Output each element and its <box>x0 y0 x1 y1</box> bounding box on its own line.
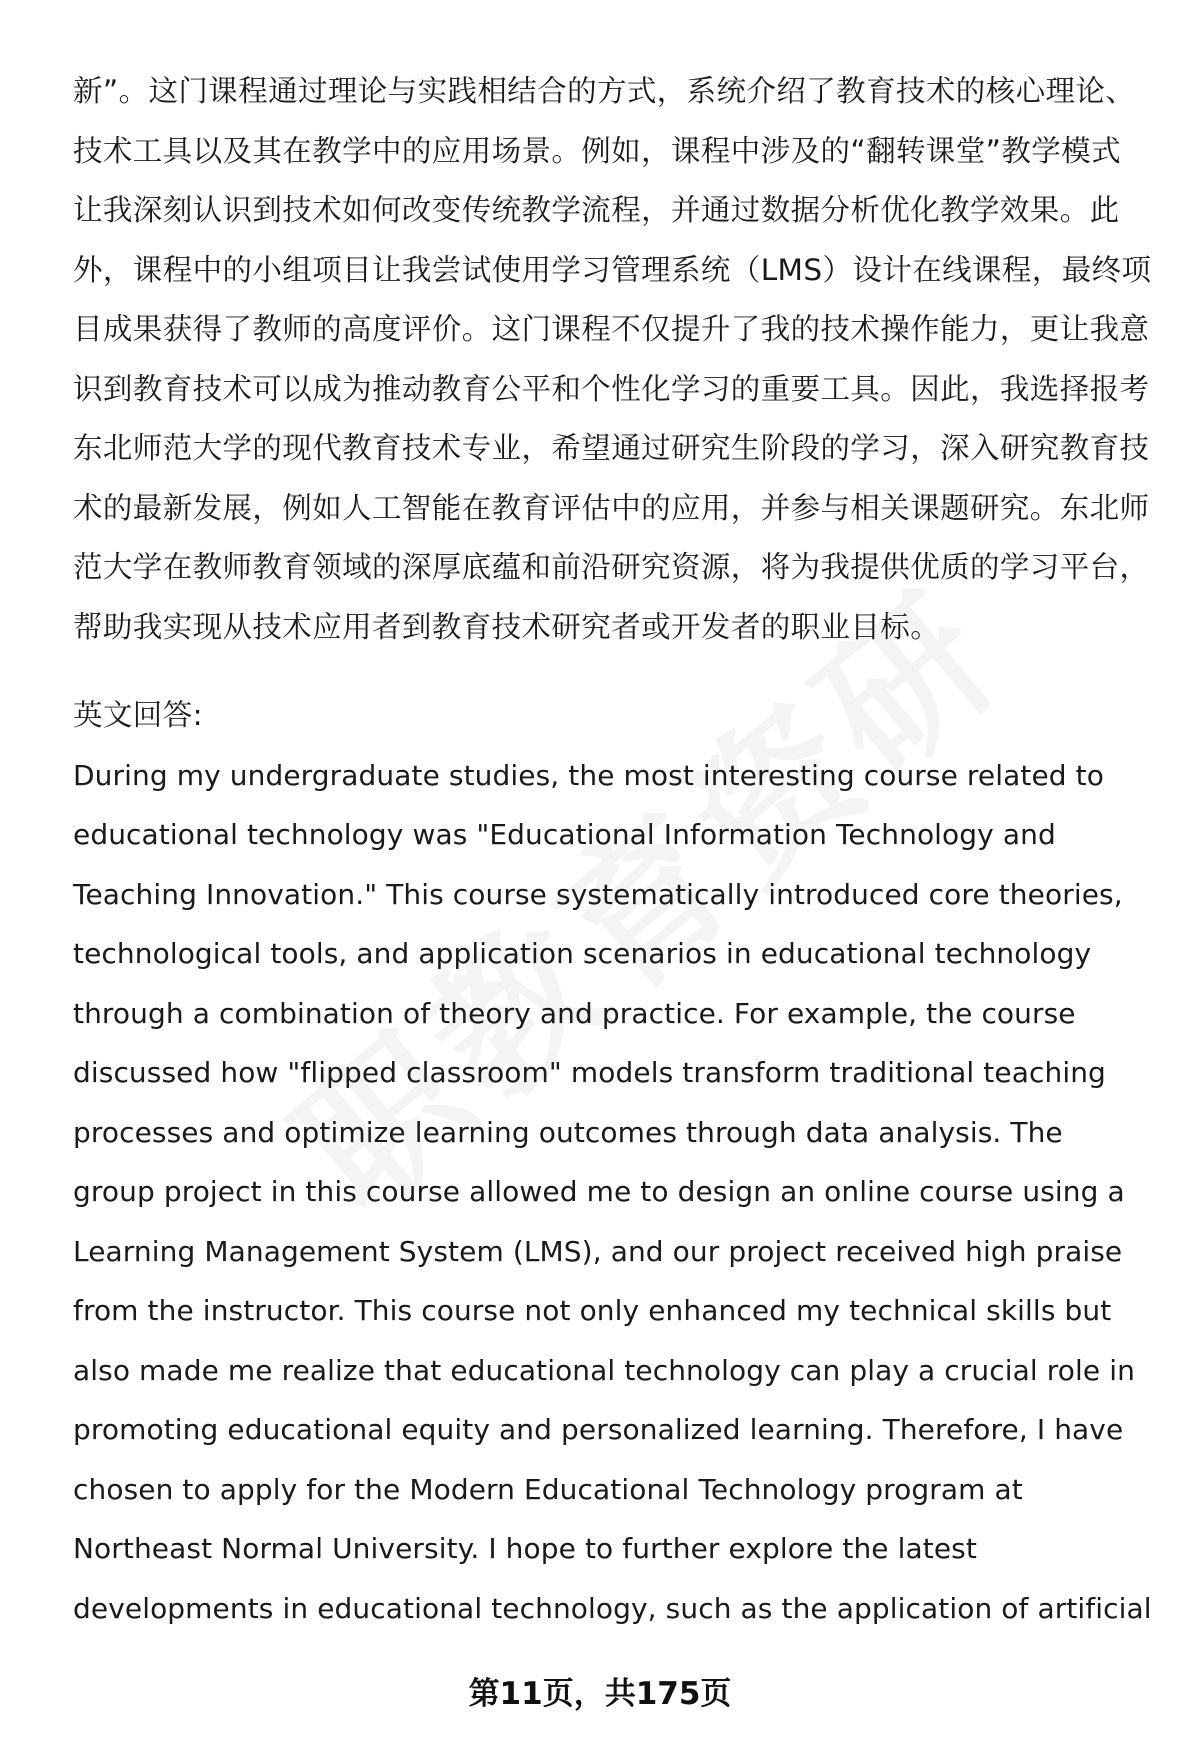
text-line: 东北师范大学的现代教育技术专业，希望通过研究生阶段的学习，深入研究教育技 <box>73 431 1150 465</box>
text-line: processes and optimize learning outcomes through data analysis. The <box>73 1115 1063 1149</box>
english-answer-heading-block <box>73 686 1163 746</box>
english-answer-heading: 英文回答: <box>73 698 203 732</box>
text-line: from the instructor. This course not only enhanced my technical skills but <box>73 1294 1112 1327</box>
text-line: group project in this course allowed me to design an online course using a <box>73 1175 1125 1208</box>
text-line: discussed how "flipped classroom" models transform traditional teaching <box>73 1056 1106 1089</box>
text-line: Teaching Innovation." This course systematically introduced core theories, <box>73 877 1123 911</box>
text-line: 让我深刻认识到技术如何改变传统教学流程，并通过数据分析优化教学效果。此 <box>73 193 1120 227</box>
text-line: 识到教育技术可以成为推动教育公平和个性化学习的重要工具。因此，我选择报考 <box>73 371 1150 406</box>
english-answer-block <box>73 746 1163 1639</box>
chinese-answer-block <box>73 62 1163 657</box>
text-line: Learning Management System (LMS), and our project received high praise <box>73 1234 1123 1268</box>
text-line: During my undergraduate studies, the most interesting course related to <box>73 758 1104 792</box>
text-line: promoting educational equity and personalized learning. Therefore, I have <box>73 1413 1124 1446</box>
text-line: 新”。这门课程通过理论与实践相结合的方式，系统介绍了教育技术的核心理论、 <box>73 74 1136 108</box>
text-line: Northeast Normal University. I hope to further explore the latest <box>73 1532 977 1565</box>
text-line: developments in educational technology, such as the application of artificial <box>73 1591 1152 1625</box>
text-line: 外，课程中的小组项目让我尝试使用学习管理系统（LMS）设计在线课程，最终项 <box>73 252 1152 287</box>
document-page <box>73 62 1163 1638</box>
text-line: 术的最新发展，例如人工智能在教育评估中的应用，并参与相关课题研究。东北师 <box>73 490 1150 525</box>
text-line: through a combination of theory and practice. For example, the course <box>73 996 1076 1030</box>
page-number: 第11页，共175页 <box>468 1676 732 1712</box>
text-line: 范大学在教师教育领域的深厚底蕴和前沿研究资源，将为我提供优质的学习平台， <box>73 550 1150 584</box>
text-line: also made me realize that educational technology can play a crucial role in <box>73 1353 1135 1387</box>
text-line: 帮助我实现从技术应用者到教育技术研究者或开发者的职业目标。 <box>73 609 941 644</box>
text-line: technological tools, and application scenarios in educational technology <box>73 937 1092 970</box>
text-line: 目成果获得了教师的高度评价。这门课程不仅提升了我的技术操作能力，更让我意 <box>73 312 1150 346</box>
text-line: chosen to apply for the Modern Educational Technology program at <box>73 1472 1023 1506</box>
text-line: 技术工具以及其在教学中的应用场景。例如，课程中涉及的“翻转课堂”教学模式 <box>73 133 1121 168</box>
text-line: educational technology was "Educational Information Technology and <box>73 818 1056 851</box>
